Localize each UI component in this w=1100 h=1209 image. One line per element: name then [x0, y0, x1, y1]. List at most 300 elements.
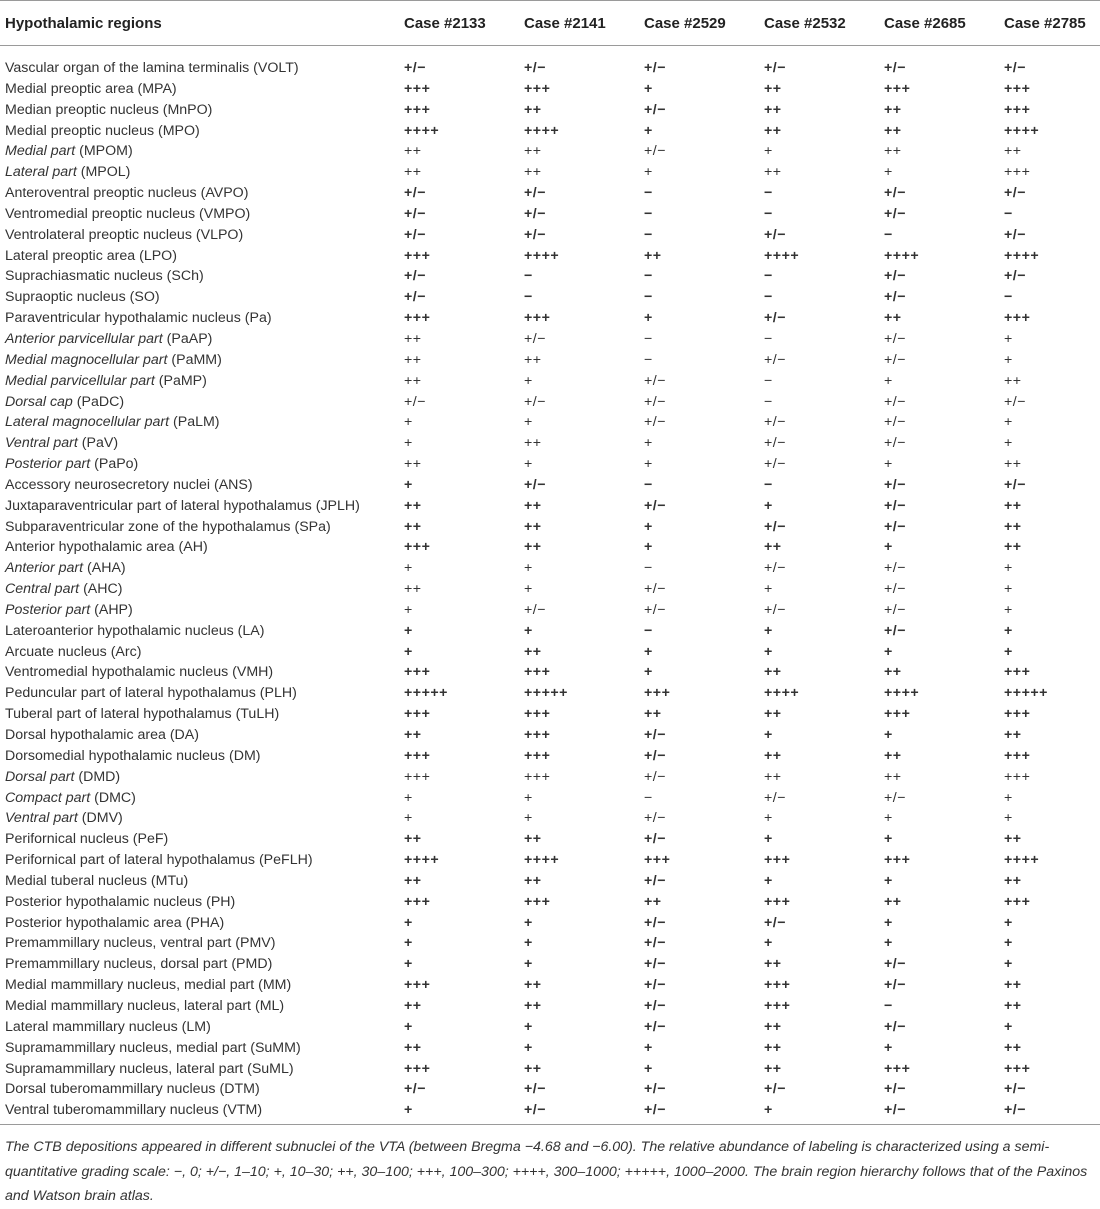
region-abbreviation: (PeF) — [132, 831, 169, 848]
grade-cell-case-5: +/− — [884, 560, 907, 577]
grade-cell-case-1: +++ — [404, 706, 431, 723]
grade-cell-case-1: +++ — [404, 247, 431, 264]
grade-cell-case-1: ++ — [404, 330, 422, 347]
grade-cell-case-3: − — [644, 268, 653, 285]
table-row — [0, 1017, 1100, 1038]
region-abbreviation: (PaMM) — [171, 351, 222, 368]
region-abbreviation: (AH) — [178, 539, 208, 556]
region-abbreviation: (DMC) — [94, 789, 136, 806]
grade-cell-case-1: ++ — [404, 164, 422, 181]
region-name-cell — [0, 496, 404, 517]
grade-cell-case-2: ++ — [524, 143, 542, 160]
region-name-cell — [0, 975, 404, 996]
table-row — [0, 767, 1100, 788]
region-name: Medial mammillary nucleus, lateral part — [5, 997, 252, 1014]
region-name-cell — [0, 1059, 404, 1080]
region-name-cell — [0, 871, 404, 892]
table-row — [0, 933, 1100, 954]
grade-cell-case-3: ++ — [644, 706, 662, 723]
grade-cell-case-6: +/− — [1004, 476, 1027, 493]
grade-cell-case-3: − — [644, 622, 653, 639]
grade-cell-case-5: + — [884, 456, 893, 473]
grade-cell-case-6: + — [1004, 935, 1013, 952]
grade-cell-case-4: + — [764, 935, 773, 952]
grade-cell-case-6: +++ — [1004, 1060, 1031, 1077]
region-name: Lateral part — [5, 164, 77, 181]
table-row — [0, 892, 1100, 913]
grade-cell-case-1: +/− — [404, 60, 427, 76]
grade-cell-case-4: +/− — [764, 789, 787, 806]
grade-cell-case-3: +/− — [644, 768, 667, 785]
grade-cell-case-6: + — [1004, 435, 1013, 452]
grade-cell-case-5: +++ — [884, 80, 911, 97]
grade-cell-case-1: +/− — [404, 1081, 427, 1098]
grade-cell-case-4: +/− — [764, 914, 787, 931]
grade-cell-case-1: +/− — [404, 393, 427, 410]
grade-cell-case-6: +++ — [1004, 80, 1031, 97]
region-name-cell — [0, 454, 404, 475]
grade-cell-case-3: +/− — [644, 101, 667, 118]
region-name: Supramammillary nucleus, lateral part — [5, 1060, 244, 1077]
grade-cell-case-1: ++ — [404, 143, 422, 160]
region-name-cell — [0, 892, 404, 913]
grade-cell-case-5: +++ — [884, 706, 911, 723]
grade-cell-case-2: ++ — [524, 497, 542, 514]
grade-cell-case-5: + — [884, 1039, 893, 1056]
grade-cell-case-2: + — [524, 372, 533, 389]
region-name-cell — [0, 287, 404, 308]
region-abbreviation: (MPA) — [137, 80, 177, 97]
region-name: Juxtaparaventricular part of lateral hypothalamus — [5, 497, 312, 514]
grade-cell-case-6: − — [1004, 205, 1013, 222]
region-name-cell — [0, 537, 404, 558]
grade-cell-case-6: +++ — [1004, 164, 1031, 181]
region-name: Perifornical part of lateral hypothalamus — [5, 852, 255, 869]
grade-cell-case-6: ++ — [1004, 143, 1022, 160]
grade-cell-case-4: ++++ — [764, 685, 800, 702]
region-name: Peduncular part of lateral hypothalamus — [5, 685, 256, 702]
grade-cell-case-5: +/− — [884, 581, 907, 598]
grade-cell-case-6: ++ — [1004, 977, 1022, 994]
grade-cell-case-5: +/− — [884, 622, 907, 639]
grade-cell-case-2: + — [524, 560, 533, 577]
region-name-cell — [0, 225, 404, 246]
grade-cell-case-2: +++ — [524, 768, 551, 785]
grade-cell-case-6: + — [1004, 1018, 1013, 1035]
table-row — [0, 350, 1100, 371]
grade-cell-case-3: +/− — [644, 601, 667, 618]
grade-cell-case-6: +++ — [1004, 768, 1031, 785]
grade-cell-case-3: + — [644, 539, 653, 556]
grade-cell-case-6: ++ — [1004, 539, 1022, 556]
grade-cell-case-3: +++ — [644, 685, 671, 702]
grade-cell-case-3: − — [644, 351, 653, 368]
grade-cell-case-2: ++ — [524, 977, 542, 994]
grade-cell-case-2: ++ — [524, 1060, 542, 1077]
grade-cell-case-5: ++ — [884, 310, 902, 327]
grade-cell-case-6: + — [1004, 643, 1013, 660]
region-name: Ventromedial preoptic nucleus — [5, 205, 196, 222]
region-abbreviation: (VTM) — [222, 1102, 263, 1119]
grade-cell-case-5: ++++ — [884, 685, 920, 702]
region-name-cell — [0, 913, 404, 934]
region-name-cell — [0, 683, 404, 704]
region-name-cell — [0, 933, 404, 954]
grade-cell-case-1: +++ — [404, 539, 431, 556]
region-abbreviation: (VOLT) — [253, 60, 299, 76]
region-name: Premammillary nucleus, dorsal part — [5, 956, 228, 973]
region-name: Lateral mammillary nucleus — [5, 1018, 178, 1035]
region-abbreviation: (MTu) — [150, 872, 189, 889]
region-name-cell — [0, 996, 404, 1017]
region-name-cell — [0, 808, 404, 829]
grade-cell-case-3: +/− — [644, 1081, 667, 1098]
header-case-4: Case #2532 — [764, 1, 884, 46]
grade-cell-case-3: + — [644, 643, 653, 660]
region-abbreviation: (VLPO) — [195, 226, 244, 243]
region-name: Dorsomedial hypothalamic nucleus — [5, 747, 226, 764]
region-name-cell — [0, 662, 404, 683]
region-name-cell — [0, 100, 404, 121]
grade-cell-case-2: +/− — [524, 205, 547, 222]
grade-cell-case-5: +/− — [884, 435, 907, 452]
grade-cell-case-1: ++ — [404, 351, 422, 368]
table-row — [0, 371, 1100, 392]
grade-cell-case-4: ++ — [764, 122, 782, 139]
grade-cell-case-2: +/− — [524, 476, 547, 493]
region-name: Ventral part — [5, 435, 78, 452]
grade-cell-case-2: + — [524, 810, 533, 827]
grade-cell-case-4: +/− — [764, 435, 787, 452]
region-name: Ventrolateral preoptic nucleus — [5, 226, 192, 243]
region-abbreviation: (AHP) — [94, 601, 133, 618]
grade-cell-case-4: + — [764, 831, 773, 848]
grade-cell-case-5: +/− — [884, 268, 907, 285]
grade-cell-case-3: + — [644, 1060, 653, 1077]
grade-cell-case-1: +++ — [404, 664, 431, 681]
region-abbreviation: (PaV) — [81, 435, 119, 452]
grade-cell-case-2: ++ — [524, 164, 542, 181]
grade-cell-case-2: + — [524, 1039, 533, 1056]
grade-cell-case-3: − — [644, 560, 653, 577]
grade-cell-case-2: ++ — [524, 351, 542, 368]
region-name-cell — [0, 704, 404, 725]
grade-cell-case-1: + — [404, 435, 413, 452]
grade-cell-case-3: + — [644, 164, 653, 181]
grade-cell-case-6: ++ — [1004, 872, 1022, 889]
table-row — [0, 600, 1100, 621]
grade-cell-case-2: ++++ — [524, 247, 560, 264]
grade-cell-case-4: ++ — [764, 101, 782, 118]
grade-cell-case-2: +++ — [524, 664, 551, 681]
region-abbreviation: (LA) — [237, 622, 265, 639]
grade-cell-case-6: +++++ — [1004, 685, 1048, 702]
table-row — [0, 683, 1100, 704]
grade-cell-case-3: +/− — [644, 1100, 764, 1124]
grade-cell-case-4: +++ — [764, 893, 791, 910]
grade-cell-case-6: +/− — [1004, 185, 1027, 202]
header-case-1: Case #2133 — [404, 1, 524, 46]
region-abbreviation: (Arc) — [110, 643, 142, 660]
grade-cell-case-4: ++ — [764, 706, 782, 723]
region-name: Paraventricular hypothalamic nucleus — [5, 310, 241, 327]
region-abbreviation: (PaPo) — [94, 456, 139, 473]
table-row — [0, 662, 1100, 683]
grade-cell-case-4: ++ — [764, 539, 782, 556]
grade-cell-case-6: +/− — [1004, 393, 1027, 410]
grade-cell-case-2: +/− — [524, 185, 547, 202]
region-name: Anterior hypothalamic area — [5, 539, 175, 556]
table-row — [0, 704, 1100, 725]
grade-cell-case-4: +++ — [764, 977, 791, 994]
grade-cell-case-3: − — [644, 330, 653, 347]
grade-cell-case-1: +++ — [404, 893, 431, 910]
grade-cell-case-6: +/− — [1004, 1100, 1100, 1124]
grade-cell-case-4: +++ — [764, 997, 791, 1014]
table-row — [0, 496, 1100, 517]
grade-cell-case-4: − — [764, 330, 773, 347]
table-row — [0, 1100, 1100, 1124]
grade-cell-case-4: − — [764, 289, 773, 306]
grade-cell-case-5: + — [884, 727, 893, 743]
grade-cell-case-4: − — [764, 372, 773, 389]
grade-cell-case-5: +/− — [884, 1100, 1004, 1124]
table-row — [0, 79, 1100, 100]
grade-cell-case-6: − — [1004, 289, 1013, 306]
region-name-cell — [0, 829, 404, 850]
region-name: Ventral tuberomammillary nucleus — [5, 1102, 219, 1119]
region-name-cell — [0, 850, 404, 871]
grade-cell-case-1: ++ — [404, 518, 422, 535]
table-row — [0, 1059, 1100, 1080]
region-name: Medial tuberal nucleus — [5, 872, 147, 889]
grade-cell-case-2: +++ — [524, 80, 551, 97]
region-name-cell — [0, 1017, 404, 1038]
region-abbreviation: (TuLH) — [235, 706, 280, 723]
region-abbreviation: (PLH) — [259, 685, 297, 702]
region-name: Median preoptic nucleus — [5, 101, 159, 118]
table-row — [0, 183, 1100, 204]
grade-cell-case-2: + — [524, 956, 533, 973]
grade-cell-case-4: − — [764, 185, 773, 202]
grade-cell-case-3: +/− — [644, 727, 667, 743]
table-row — [0, 913, 1100, 934]
grade-cell-case-5: +/− — [884, 977, 907, 994]
grade-cell-case-5: +/− — [884, 330, 907, 347]
grade-cell-case-2: + — [524, 789, 533, 806]
grade-cell-case-2: ++++ — [524, 852, 560, 869]
grade-cell-case-1: + — [404, 560, 413, 577]
grade-cell-case-2: + — [524, 456, 533, 473]
grade-cell-case-3: +/− — [644, 935, 667, 952]
grade-cell-case-4: ++ — [764, 1018, 782, 1035]
region-name: Ventral part — [5, 810, 78, 827]
region-name: Subparaventricular zone of the hypothalamus — [5, 518, 291, 535]
table-row — [0, 46, 1100, 79]
region-name: Anterior parvicellular part — [5, 330, 163, 347]
region-name-cell — [0, 558, 404, 579]
region-abbreviation: (SuMM) — [250, 1039, 301, 1056]
grade-cell-case-5: ++ — [884, 143, 902, 160]
grade-cell-case-2: ++ — [524, 997, 542, 1014]
grade-cell-case-6: + — [1004, 789, 1013, 806]
table-row — [0, 287, 1100, 308]
grade-cell-case-3: − — [644, 226, 653, 243]
region-name-cell — [0, 79, 404, 100]
grade-cell-case-3: − — [644, 185, 653, 202]
grade-cell-case-4: +/− — [764, 310, 787, 327]
region-name-cell — [0, 433, 404, 454]
grade-cell-case-3: + — [644, 1039, 653, 1056]
grade-cell-case-5: +/− — [884, 497, 907, 514]
grade-cell-case-3: + — [644, 80, 653, 97]
region-abbreviation: (DTM) — [219, 1081, 260, 1098]
region-name-cell — [0, 121, 404, 142]
grade-cell-case-1: ++ — [404, 497, 422, 514]
grade-cell-case-1: + — [404, 414, 413, 431]
grade-cell-case-6: +/− — [1004, 268, 1027, 285]
table-row — [0, 850, 1100, 871]
region-name: Supramammillary nucleus, medial part — [5, 1039, 247, 1056]
region-name-cell — [0, 246, 404, 267]
grade-cell-case-3: +/− — [644, 914, 667, 931]
region-name-cell — [0, 621, 404, 642]
grade-cell-case-1: + — [404, 622, 413, 639]
region-name-cell — [0, 329, 404, 350]
grade-cell-case-5: + — [884, 935, 893, 952]
grade-cell-case-5: +++ — [884, 1060, 911, 1077]
grade-cell-case-6: ++ — [1004, 497, 1022, 514]
grade-cell-case-6: ++ — [1004, 831, 1022, 848]
grade-cell-case-6: +++ — [1004, 310, 1031, 327]
grade-cell-case-1: +++++ — [404, 685, 448, 702]
region-abbreviation: (PeFLH) — [258, 852, 313, 869]
grade-cell-case-4: + — [764, 872, 773, 889]
grade-cell-case-5: +/− — [884, 205, 907, 222]
region-name: Posterior hypothalamic nucleus — [5, 893, 203, 910]
grade-cell-case-2: +/− — [524, 1100, 644, 1124]
region-name-cell — [0, 46, 404, 79]
region-name-cell — [0, 1100, 404, 1124]
grade-cell-case-1: + — [404, 810, 413, 827]
grade-cell-case-4: +/− — [764, 414, 787, 431]
grade-cell-case-4: +/− — [764, 351, 787, 368]
grade-cell-case-3: ++ — [644, 893, 662, 910]
grade-cell-case-6: + — [1004, 581, 1013, 598]
grade-cell-case-2: + — [524, 914, 533, 931]
grade-cell-case-4: − — [764, 393, 773, 410]
grade-cell-case-6: ++++ — [1004, 247, 1040, 264]
table-row — [0, 308, 1100, 329]
grade-cell-case-5: + — [884, 872, 893, 889]
grade-cell-case-5: +/− — [884, 289, 907, 306]
header-hypothalamic-regions: Hypothalamic regions — [0, 1, 404, 46]
grade-cell-case-4: ++ — [764, 1039, 782, 1056]
grade-cell-case-2: ++ — [524, 435, 542, 452]
grade-cell-case-5: +/− — [884, 518, 907, 535]
grade-cell-case-2: + — [524, 414, 533, 431]
region-name: Supraoptic nucleus — [5, 289, 126, 306]
region-abbreviation: (SCh) — [166, 268, 204, 285]
region-name: Dorsal tuberomammillary nucleus — [5, 1081, 216, 1098]
grade-cell-case-6: ++ — [1004, 727, 1022, 743]
grade-cell-case-4: ++ — [764, 956, 782, 973]
grade-cell-case-3: +/− — [644, 497, 667, 514]
grade-cell-case-3: +/− — [644, 747, 667, 764]
region-name: Arcuate nucleus — [5, 643, 107, 660]
region-name: Medial preoptic area — [5, 80, 134, 97]
grade-cell-case-5: ++ — [884, 747, 902, 764]
grade-cell-case-4: ++ — [764, 80, 782, 97]
grade-cell-case-1: +++ — [404, 747, 431, 764]
grade-cell-case-2: − — [524, 268, 533, 285]
grade-cell-case-1: +/− — [404, 289, 427, 306]
region-name: Lateral preoptic area — [5, 247, 136, 264]
grade-cell-case-6: + — [1004, 810, 1013, 827]
grade-cell-case-3: +/− — [644, 831, 667, 848]
grade-cell-case-1: ++ — [404, 372, 422, 389]
region-name: Medial part — [5, 143, 76, 160]
grade-cell-case-2: +++ — [524, 310, 551, 327]
region-name-cell — [0, 475, 404, 496]
region-name: Tuberal part of lateral hypothalamus — [5, 706, 232, 723]
table-header — [0, 1, 1100, 46]
grade-cell-case-2: ++ — [524, 518, 542, 535]
table-row — [0, 996, 1100, 1017]
grade-cell-case-3: +/− — [644, 1018, 667, 1035]
table-row — [0, 141, 1100, 162]
region-abbreviation: (MPOM) — [79, 143, 133, 160]
region-name: Central part — [5, 581, 80, 598]
region-name-cell — [0, 162, 404, 183]
table-body — [0, 46, 1100, 1125]
grade-cell-case-6: ++++ — [1004, 122, 1040, 139]
grade-cell-case-5: +/− — [884, 789, 907, 806]
region-name-cell — [0, 308, 404, 329]
grade-cell-case-4: − — [764, 476, 773, 493]
region-abbreviation: (MPO) — [158, 122, 200, 139]
region-abbreviation: (JPLH) — [315, 497, 360, 514]
grade-cell-case-3: + — [644, 310, 653, 327]
grade-cell-case-3: + — [644, 122, 653, 139]
grade-cell-case-1: +++ — [404, 1060, 431, 1077]
grade-cell-case-5: +/− — [884, 1018, 907, 1035]
table-row — [0, 162, 1100, 183]
grade-cell-case-5: ++++ — [884, 247, 920, 264]
grade-cell-case-5: +/− — [884, 60, 907, 76]
region-name-cell — [0, 788, 404, 809]
grade-cell-case-4: + — [764, 1100, 884, 1124]
grade-cell-case-3: +++ — [644, 852, 671, 869]
grade-cell-case-3: +/− — [644, 977, 667, 994]
table-row — [0, 642, 1100, 663]
grade-cell-case-4: ++ — [764, 164, 782, 181]
grade-cell-case-2: − — [524, 289, 533, 306]
grade-cell-case-3: + — [644, 456, 653, 473]
region-name: Accessory neurosecretory nuclei — [5, 476, 211, 493]
grade-cell-case-5: + — [884, 539, 893, 556]
grade-cell-case-5: +/− — [884, 956, 907, 973]
region-abbreviation: (PaLM) — [173, 414, 220, 431]
grade-cell-case-3: +/− — [644, 956, 667, 973]
region-name: Ventromedial hypothalamic nucleus — [5, 664, 229, 681]
grade-cell-case-3: − — [644, 289, 653, 306]
grade-cell-case-4: ++ — [764, 1060, 782, 1077]
table-row — [0, 829, 1100, 850]
grade-cell-case-2: +++ — [524, 727, 551, 743]
grade-cell-case-3: +/− — [644, 810, 667, 827]
grade-cell-case-3: +/− — [644, 143, 667, 160]
